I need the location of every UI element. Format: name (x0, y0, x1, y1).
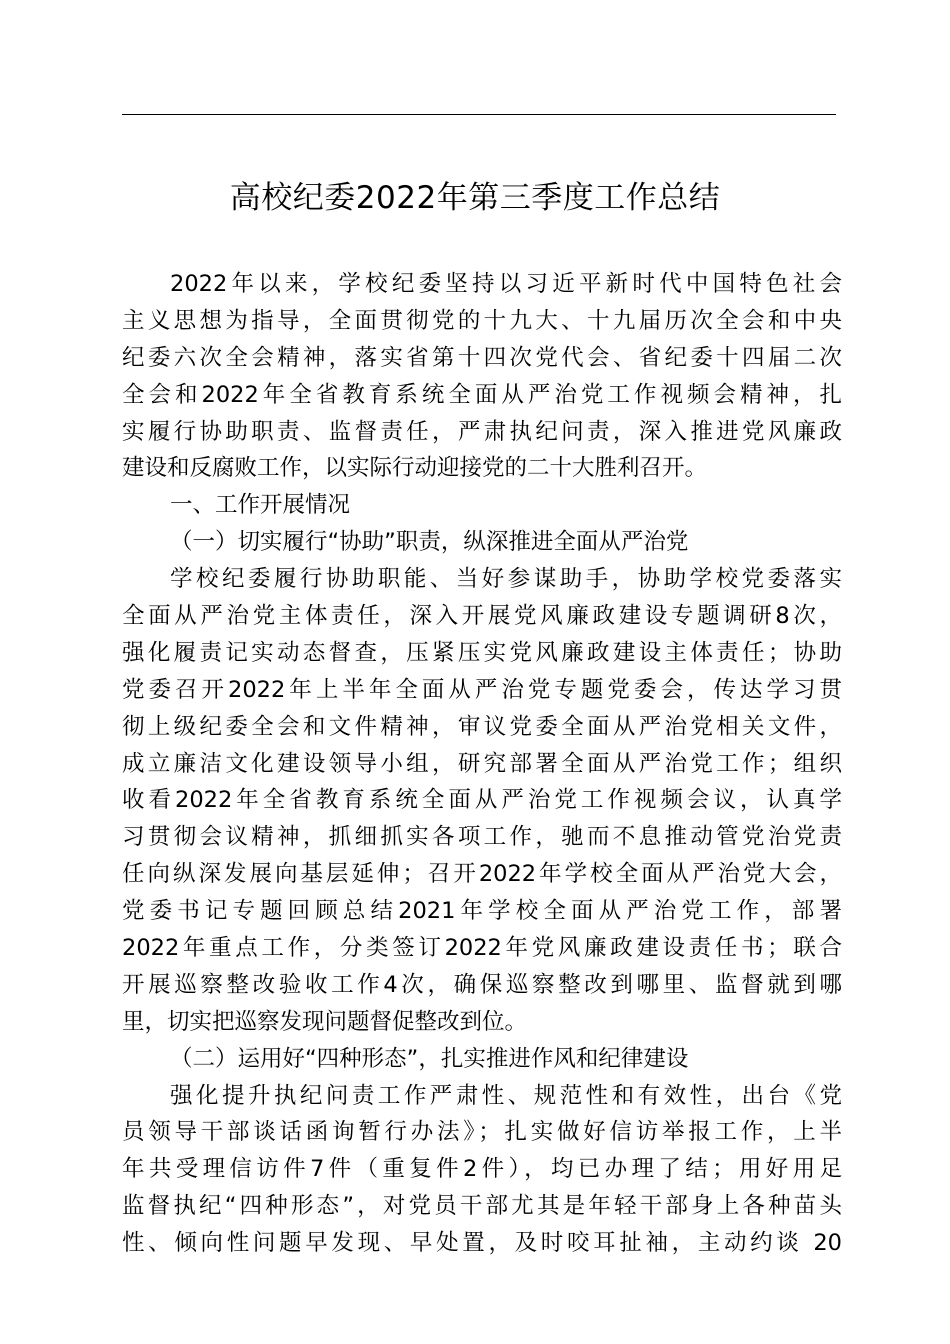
document-body (122, 266, 842, 1262)
paragraph-line: （一）切实履行“协助”职责，纵深推进全面从严治党 (170, 529, 689, 556)
paragraph-line: 彻上级纪委全会和文件精神，审议党委全面从严治党相关文件， (122, 713, 842, 740)
paragraph-line: 全面从严治党主体责任，深入开展党风廉政建设专题调研8次， (122, 603, 842, 630)
paragraph-line: 建设和反腐败工作，以实际行动迎接党的二十大胜利召开。 (122, 455, 708, 482)
paragraph-line: 员领导干部谈话函询暂行办法》；扎实做好信访举报工作，上半 (122, 1119, 842, 1146)
paragraph-line: 任向纵深发展向基层延伸；召开2022年学校全面从严治党大会， (122, 861, 842, 888)
paragraph-line: 主义思想为指导，全面贯彻党的十九大、十九届历次全会和中央 (122, 307, 842, 334)
paragraph-line: 里，切实把巡察发现问题督促整改到位。 (122, 1008, 528, 1035)
document-title: 高校纪委2022年第三季度工作总结 (229, 180, 721, 216)
paragraph-line: 强化履责记实动态督查，压紧压实党风廉政建设主体责任；协助 (122, 639, 842, 666)
paragraph-line: 党委书记专题回顾总结2021年学校全面从严治党工作，部署 (122, 898, 842, 925)
paragraph-line: 开展巡察整改验收工作4次，确保巡察整改到哪里、监督就到哪 (122, 971, 842, 998)
paragraph-line: 2022年以来，学校纪委坚持以习近平新时代中国特色社会 (170, 271, 842, 297)
paragraph-line: 监督执纪“四种形态”，对党员干部尤其是年轻干部身上各种苗头 (122, 1193, 842, 1220)
paragraph-line: 党委召开2022年上半年全面从严治党专题党委会，传达学习贯 (122, 676, 842, 703)
paragraph-line: 成立廉洁文化建设领导小组，研究部署全面从严治党工作；组织 (122, 750, 842, 777)
paragraph-line: 一、工作开展情况 (170, 492, 351, 519)
header-rule (122, 114, 836, 115)
paragraph-line: 习贯彻会议精神，抓细抓实各项工作，驰而不息推动管党治党责 (122, 824, 842, 851)
paragraph-line: 学校纪委履行协助职能、当好参谋助手，协助学校党委落实 (170, 566, 842, 593)
paragraph-line: （二）运用好“四种形态”，扎实推进作风和纪律建设 (170, 1045, 689, 1072)
paragraph-line: 全会和2022年全省教育系统全面从严治党工作视频会精神，扎 (122, 381, 842, 408)
paragraph-line: 强化提升执纪问责工作严肃性、规范性和有效性，出台《党 (170, 1082, 842, 1109)
paragraph-line: 纪委六次全会精神，落实省第十四次党代会、省纪委十四届二次 (122, 344, 842, 371)
paragraph-line: 年共受理信访件7件（重复件2件），均已办理了结；用好用足 (122, 1156, 842, 1183)
paragraph-line: 收看2022年全省教育系统全面从严治党工作视频会议，认真学 (122, 787, 842, 814)
paragraph-line: 实履行协助职责、监督责任，严肃执纪问责，深入推进党风廉政 (122, 418, 842, 445)
paragraph-line: 性、倾向性问题早发现、早处置，及时咬耳扯袖，主动约谈 20 (122, 1230, 842, 1257)
paragraph-line: 2022年重点工作，分类签订2022年党风廉政建设责任书；联合 (122, 935, 842, 962)
